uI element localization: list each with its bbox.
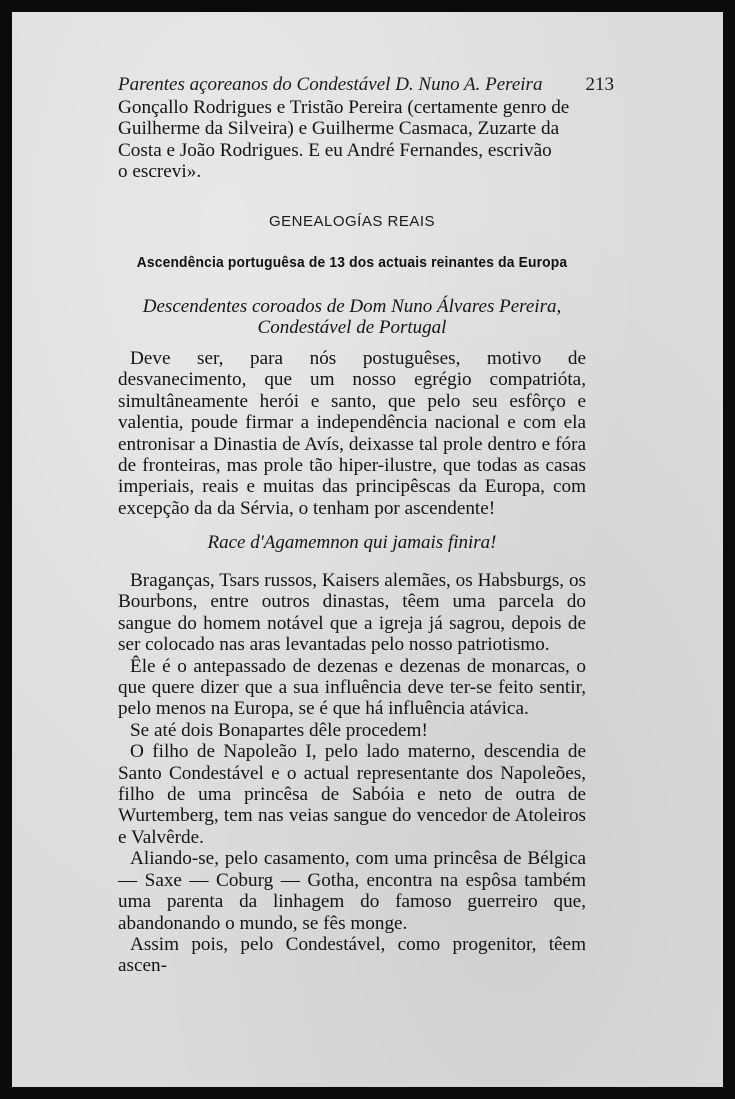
italic-heading-line: Descendentes coroados de Dom Nuno Álvares Pereira, <box>142 296 562 317</box>
section-title: GENEALOGÍAS REAIS <box>268 213 436 230</box>
paragraph: Braganças, Tsars russos, Kaisers alemães, os Habsburgs, os Bourbons, entre outros dinastas, têem uma parcela do sangue do homem notável que a igreja já sagrou, depois de ser colocado nas aras levantadas pelo nosso patriotismo. <box>118 570 586 656</box>
running-header <box>118 74 614 96</box>
paragraph: Se até dois Bonapartes dêle procedem! <box>130 719 428 741</box>
intro-paragraph <box>118 348 586 519</box>
paragraph: Aliando-se, pelo casamento, com uma princêsa de Bélgica — Saxe — Coburg — Gotha, encontra na espôsa também uma parenta da linhagem do famoso guerreiro que, abandonando o mundo, se fês monge. <box>118 848 586 934</box>
opening-line: Costa e João Rodrigues. E eu André Fernandes, escrivão <box>118 139 552 161</box>
motto: Race d'Agamemnon qui jamais finira! <box>207 532 497 553</box>
body-text <box>118 570 586 977</box>
bold-heading: Ascendência portuguêsa de 13 dos actuais reinantes da Europa <box>136 254 568 271</box>
paragraph: Assim pois, pelo Condestável, como progenitor, têem ascen- <box>118 933 586 977</box>
book-page <box>12 12 723 1087</box>
opening-line: o escrevi». <box>118 161 202 183</box>
paragraph: O filho de Napoleão I, pelo lado materno, descendia de Santo Condestável e o actual representante dos Napoleões, filho de uma princêsa de Sabóia e neto de outra de Wurtemberg, tem nas veias sangue do vencedor de Atoleiros e Valvêrde. <box>118 741 586 848</box>
opening-paragraph <box>118 97 586 183</box>
page-number: 213 <box>585 74 614 95</box>
paragraph: Êle é o antepassado de dezenas e dezenas de monarcas, o que quere dizer que a sua influência deve ter-se feito sentir, pelo menos na Europa, se é que há influência atávica. <box>118 655 586 720</box>
italic-heading-line: Condestável de Portugal <box>257 317 447 338</box>
opening-line: Guilherme da Silveira) e Guilherme Casmaca, Zuzarte da <box>118 118 560 140</box>
paragraph: Deve ser, para nós postuguêses, motivo de desvanecimento, que um nosso egrégio compatrióta, simultâneamente herói e santo, que pelo seu esfôrço e valentia, poude firmar a independência nacional e com ela entronisar a Dinastia de Avís, deixasse tal prole dentro e fóra de fronteiras, mas prole tão hiper-ilustre, que todas as casas imperiais, reais e muitas das principêscas da Europa, com excepção da da Sérvia, o tenham por ascendente! <box>118 348 586 519</box>
italic-heading <box>118 296 586 338</box>
opening-line: Gonçallo Rodrigues e Tristão Pereira (certamente genro de <box>118 97 570 118</box>
running-title: Parentes açoreanos do Condestável D. Nuno A. Pereira <box>118 74 543 95</box>
